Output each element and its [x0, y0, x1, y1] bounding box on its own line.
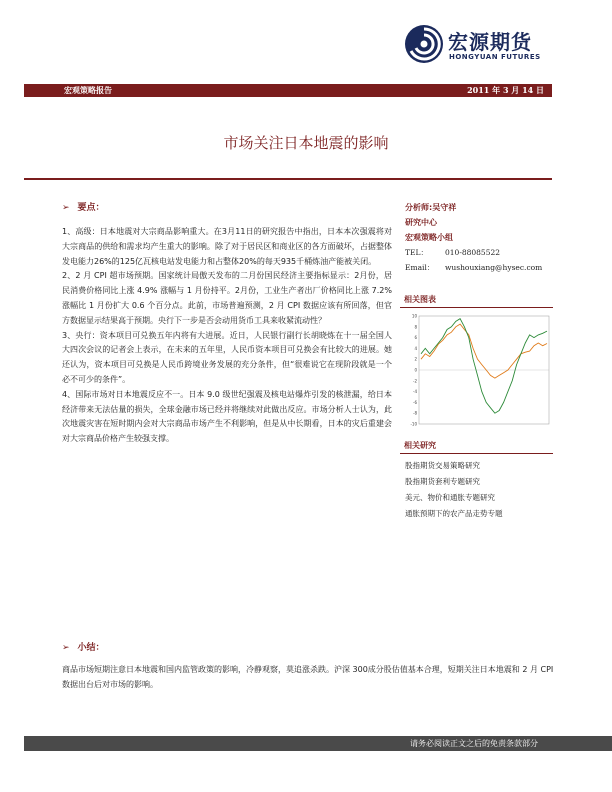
- report-date: 2011 年 3 月 14 日: [467, 85, 544, 95]
- arrow-icon: ➢: [62, 643, 70, 653]
- y-tick-label: 0: [414, 367, 417, 373]
- footer-bar: [24, 736, 612, 751]
- summary-heading: [62, 640, 105, 653]
- analyst-name: 分析师:吴守祥: [405, 203, 457, 212]
- paragraph-3: 3、央行：资本项目可兑换五年内将有大进展。近日，人民银行副行长胡晓炼在十一届全国人大四次会议的记者会上表示，在未来的五年里，人民币资本项目可兑换会有比较大的进展。她还认为，资本项目可兑换是人民币跨境业务发展的充分条件，但“很难说它在现阶段就是一个必不可少的条件”。: [62, 330, 392, 384]
- brand-name-en: HONGYUAN FUTURES: [449, 53, 541, 61]
- y-tick-label: -2: [413, 378, 417, 384]
- y-tick-label: -10: [410, 421, 417, 427]
- related-research-list: [405, 458, 555, 522]
- y-tick-label: -6: [413, 399, 417, 405]
- email-value[interactable]: wushouxiang@hysec.com: [445, 263, 543, 272]
- brand-logo: [404, 22, 584, 70]
- related-item[interactable]: 美元、物价和通胀专题研究: [405, 493, 495, 502]
- arrow-icon: ➢: [62, 203, 70, 213]
- team: 宏观策略小组: [405, 233, 453, 242]
- related-chart: [405, 312, 553, 430]
- y-tick-label: -4: [413, 389, 417, 395]
- email-line: [405, 260, 553, 275]
- y-tick-label: 8: [414, 324, 417, 330]
- tel-line: [405, 245, 553, 260]
- tel-value: 010-88085522: [445, 248, 501, 257]
- y-tick-label: 10: [411, 313, 417, 319]
- tel-label: TEL：: [405, 248, 428, 257]
- key-points-heading: [62, 200, 392, 213]
- header-bar: [24, 84, 552, 97]
- report-type: 宏观策略报告: [64, 86, 112, 95]
- related-item[interactable]: 股指期货套利专题研究: [405, 477, 480, 486]
- summary-text: 商品市场短期注意日本地震和国内监管政策的影响，冷静观察，莫追涨杀跌。沪深 300成分股估值基本合理，短期关注日本地震和 2 月 CPI 数据出台后对市场的影响。: [62, 665, 554, 689]
- related-item[interactable]: 通胀预期下的农产品走势专题: [405, 509, 503, 518]
- y-tick-label: 2: [414, 356, 417, 362]
- y-tick-label: -8: [413, 410, 417, 416]
- chart-heading: 相关图表: [400, 294, 553, 308]
- y-tick-label: 4: [414, 345, 417, 351]
- paragraph-4: 4、国际市场对日本地震反应不一。日本 9.0 级世纪强震及核电站爆炸引发的核泄漏，给日本经济带来无法估量的损失，全球金融市场已经并将继续对此做出反应。市场分析人士认为，此次地震灾害在短时期内会对大宗商品市场产生不利影响，但是从中长期看，日本的灾后重建会对大宗商品价格产生较强支撑。: [62, 389, 392, 444]
- brand-name-cn: 宏源期货: [448, 30, 532, 54]
- page-title: 市场关注日本地震的影响: [223, 134, 389, 152]
- analyst-info: [405, 200, 553, 275]
- email-label: Email：: [405, 263, 435, 272]
- main-content: [62, 200, 392, 447]
- title-rule: [24, 178, 552, 180]
- related-item[interactable]: 股指期货交易策略研究: [405, 461, 480, 470]
- related-research-heading: 相关研究: [400, 440, 553, 454]
- series-line-2: [421, 319, 547, 414]
- department: 研究中心: [405, 218, 437, 227]
- key-points-label: 要点：: [77, 203, 105, 213]
- summary-label: 小结：: [77, 643, 105, 653]
- paragraph-1: 1、高级：日本地震对大宗商品影响重大。在3月11日的研究报告中指出，日本本次强震将对大宗商品的供给和需求均产生重大的影响。除了对于居民区和商业区的各方面破坏，占据整体发电能力26%的125亿瓦核电站发电能力和占整体20%的每天935千桶炼油产能被关闭。: [62, 227, 392, 266]
- paragraph-2: 2、2 月 CPI 超市场预期。国家统计局傲天发布的二月份国民经济主要指标显示：2月份，居民消费价格同比上涨 4.9% 涨幅与 1 月份持平。2月份，工业生产者出厂价格同比上涨 7.2% 涨幅比 1 月份扩大 0.6 个百分点。此前，市场普遍预测，2 月 CPI 数据应该有所回落，但官方数据显示结果高于预期。央行下一步是否会动用货币工具来收紧流动性？: [62, 271, 392, 325]
- hongyuan-logo-icon: [404, 24, 444, 64]
- y-tick-label: 6: [414, 335, 417, 341]
- disclaimer: 请务必阅读正文之后的免责条款部分: [410, 739, 538, 748]
